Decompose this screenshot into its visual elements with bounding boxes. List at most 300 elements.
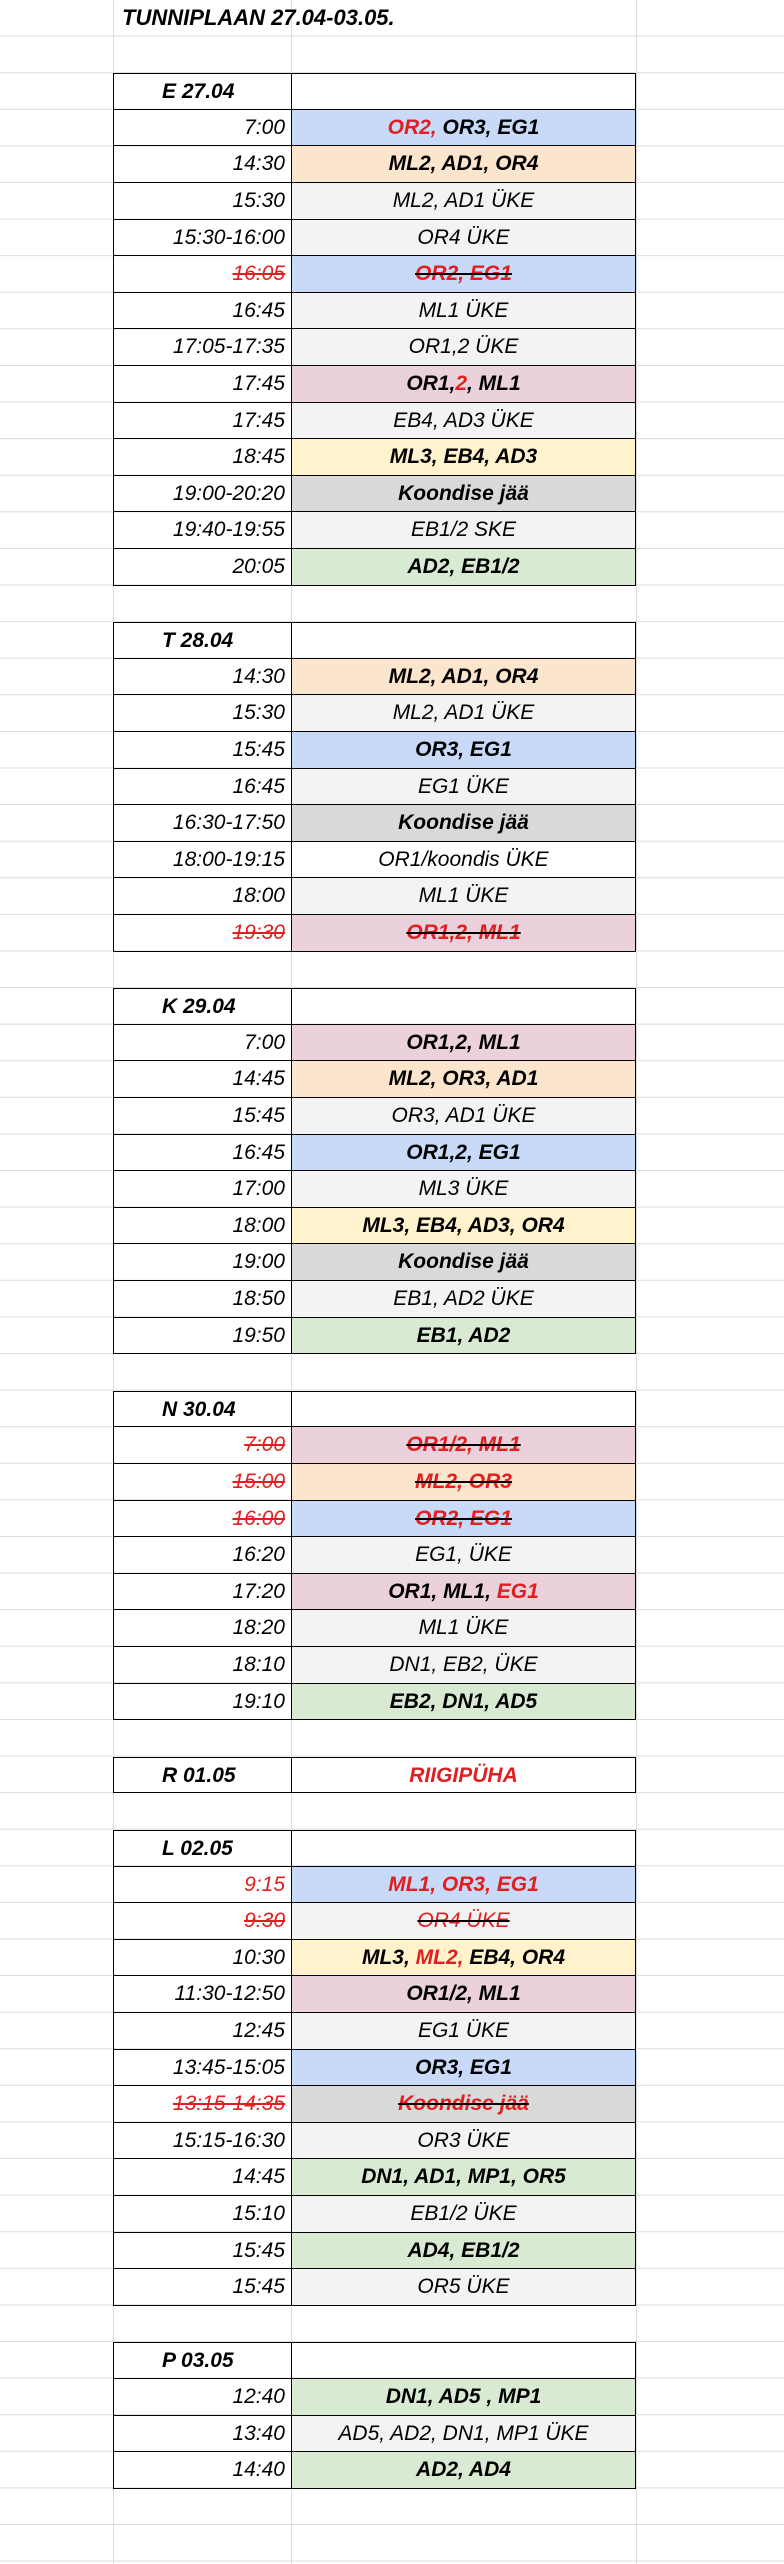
activity-cell [291,1684,636,1721]
activity-cell [291,220,636,257]
activity-cell [291,1098,636,1135]
schedule-row [0,1061,784,1098]
day-header-row [0,73,784,110]
time-text: 9:30 [244,1909,285,1933]
time-cell [113,1537,291,1574]
activity-cell [291,1574,636,1611]
time-cell [113,1061,291,1098]
day-label-cell [113,622,291,659]
time-text: 19:00 [232,1250,285,1274]
activity-text [292,183,635,218]
activity-text [292,1647,635,1682]
activity-part: ML2, OR3, AD1 [388,1067,539,1091]
activity-part: OR1/koondis ÜKE [378,847,549,871]
activity-cell [291,2269,636,2306]
activity-cell [291,2086,636,2123]
day-label: L 02.05 [162,1837,233,1860]
time-text: 18:45 [232,445,285,469]
time-text: 17:45 [232,408,285,432]
day-header-activity-cell [291,2342,636,2379]
activity-cell [291,2416,636,2453]
time-text: 16:45 [232,1140,285,1164]
schedule-row [0,1903,784,1940]
activity-part: OR1,2 ÜKE [408,335,519,359]
activity-cell [291,878,636,915]
time-text: 19:30 [232,921,285,944]
day-label-cell [113,988,291,1025]
time-text: 17:00 [232,1177,285,1201]
activity-text [292,1903,635,1938]
day-header-activity-cell [291,1391,636,1428]
activity-text [292,878,635,913]
schedule-row [0,1976,784,2013]
schedule-row [0,1574,784,1611]
schedule-row [0,1940,784,1977]
activity-text [292,403,635,438]
schedule-row [0,1501,784,1538]
activity-part: OR1/2, ML1 [406,1982,521,2006]
activity-part: AD2, EB1/2 [407,555,520,578]
activity-text [292,2416,635,2451]
schedule-row [0,769,784,806]
schedule-row [0,1171,784,1208]
time-text: 14:30 [232,152,285,176]
schedule-row [0,1318,784,1355]
activity-cell [291,146,636,183]
activity-part: OR1,2, ML1 [406,1030,521,1054]
activity-text [292,1537,635,1572]
activity-cell [291,695,636,732]
activity-text [292,366,635,401]
day-header-row [0,1830,784,1867]
day-header-row [0,2342,784,2379]
activity-text [292,2086,635,2121]
day-header-activity-cell [291,988,636,1025]
activity-part: ML3, EB4, AD3, OR4 [362,1213,565,1237]
time-text: 19:10 [232,1689,285,1713]
schedule-row [0,695,784,732]
day-label: N 30.04 [162,1397,236,1421]
activity-text [292,2123,635,2158]
activity-cell [291,805,636,842]
time-text: 10:30 [232,1945,285,1969]
activity-cell [291,2233,636,2270]
time-cell [113,1610,291,1647]
time-cell [113,2233,291,2270]
activity-cell [291,659,636,696]
schedule-row [0,293,784,330]
activity-part: 2 [455,372,468,395]
time-cell [113,1281,291,1318]
time-cell [113,915,291,952]
time-cell [113,2050,291,2087]
activity-part: Koondise jää [398,481,529,505]
schedule-row [0,146,784,183]
time-cell [113,1684,291,1721]
activity-cell [291,2452,636,2489]
time-cell [113,695,291,732]
activity-cell [291,329,636,366]
holiday-label: RIIGIPÜHA [409,1763,518,1787]
activity-part: AD4, EB1/2 [407,2238,520,2262]
activity-text [292,1464,635,1499]
schedule-row [0,2452,784,2489]
activity-text [292,256,635,291]
page-title: TUNNIPLAAN 27.04-03.05. [122,5,395,30]
activity-text [292,1976,635,2011]
activity-part: ML2, AD1 ÜKE [392,189,535,212]
activity-text [292,1025,635,1060]
time-cell [113,220,291,257]
activity-part: ML2, [415,1945,464,1969]
day-label: T 28.04 [162,629,234,653]
time-text: 9:15 [244,1872,285,1896]
time-cell [113,183,291,220]
activity-text [292,695,635,730]
activity-part: ML1 ÜKE [418,1616,509,1640]
schedule-row [0,1647,784,1684]
activity-cell [291,512,636,549]
time-text: 15:30-16:00 [172,225,285,249]
activity-text [292,2269,635,2304]
time-text: 18:20 [232,1616,285,1640]
activity-cell [291,2050,636,2087]
schedule-row [0,1025,784,1062]
time-cell [113,805,291,842]
time-cell [113,512,291,549]
time-text: 15:45 [232,738,285,761]
activity-cell [291,1318,636,1355]
time-cell [113,1171,291,1208]
time-text: 17:20 [232,1579,285,1603]
time-text: 13:40 [232,2421,285,2445]
schedule-row [0,2123,784,2160]
schedule-row [0,2013,784,2050]
activity-part: ML1 ÜKE [418,884,509,908]
activity-part: EG1 [496,1579,539,1603]
activity-part: EB4, OR4 [463,1945,566,1969]
activity-text [292,2233,635,2268]
time-text: 18:00-19:15 [172,847,285,871]
activity-part: OR3 ÜKE [417,2128,510,2152]
schedule-row [0,1684,784,1721]
activity-cell [291,1244,636,1281]
activity-cell [291,256,636,293]
activity-text [292,915,635,950]
time-cell [113,1244,291,1281]
activity-cell [291,403,636,440]
time-text: 17:45 [232,372,285,395]
schedule-row [0,805,784,842]
schedule-row [0,915,784,952]
day-header-row [0,1391,784,1428]
activity-cell [291,1976,636,2013]
activity-text [292,1281,635,1316]
time-text: 15:00 [232,1470,285,1493]
time-cell [113,1427,291,1464]
activity-part: EB1/2 ÜKE [410,2202,517,2225]
time-text: 18:00 [232,1213,285,1237]
time-cell [113,659,291,696]
activity-text [292,146,635,181]
day-header-row [0,622,784,659]
activity-cell [291,1208,636,1245]
activity-text [292,1318,635,1353]
time-text: 16:00 [232,1506,285,1530]
time-cell [113,842,291,879]
schedule-row [0,1464,784,1501]
time-cell [113,1903,291,1940]
activity-cell [291,2379,636,2416]
schedule-row [0,2196,784,2233]
activity-text [292,1208,635,1243]
activity-text [292,769,635,804]
schedule-row [0,2050,784,2087]
activity-text [292,842,635,877]
time-cell [113,2379,291,2416]
activity-part: EB4, AD3 ÜKE [393,408,534,432]
activity-part: AD5, AD2, DN1, MP1 ÜKE [338,2421,589,2445]
activity-text [292,293,635,328]
time-cell [113,732,291,769]
day-header-activity-cell [291,73,636,110]
activity-cell [291,1501,636,1538]
schedule-row [0,1537,784,1574]
activity-cell [291,915,636,952]
activity-cell [291,1610,636,1647]
day-header-row [0,988,784,1025]
schedule-row [0,842,784,879]
activity-text [292,1867,635,1902]
activity-text [292,329,635,364]
schedule-row [0,183,784,220]
schedule-row [0,878,784,915]
time-text: 15:15-16:30 [172,2128,285,2152]
time-text: 13:15-14:35 [172,2092,285,2116]
time-text: 19:40-19:55 [172,518,285,542]
activity-text [292,2159,635,2194]
day-label-cell [113,1830,291,1867]
time-cell [113,2123,291,2160]
activity-cell [291,183,636,220]
activity-text [292,732,635,767]
activity-part: DN1, AD1, MP1, OR5 [361,2165,566,2189]
activity-part: OR1, ML1, [388,1579,497,1603]
day-header-row [0,1757,784,1794]
activity-text [292,659,635,694]
schedule-row [0,366,784,403]
time-text: 14:40 [232,2458,285,2482]
time-cell [113,293,291,330]
time-text: 19:50 [232,1323,285,1347]
time-cell [113,403,291,440]
activity-part: OR3, EG1 [415,738,512,761]
activity-text [292,2013,635,2048]
activity-part: OR1,2, EG1 [406,1140,521,1164]
activity-text [292,549,635,584]
time-cell [113,366,291,403]
activity-part: OR2, EG1 [415,1506,512,1530]
activity-cell [291,1281,636,1318]
activity-cell [291,110,636,147]
activity-part: DN1, AD5 , MP1 [385,2385,542,2408]
schedule-row [0,1135,784,1172]
activity-part: EG1 ÜKE [417,2019,510,2042]
activity-text [292,805,635,840]
activity-part: , ML1 [467,372,521,395]
time-cell [113,1976,291,2013]
day-header-activity-cell [291,622,636,659]
activity-part: ML2, AD1, OR4 [388,664,539,688]
schedule-row [0,476,784,513]
time-text: 12:45 [232,2019,285,2042]
day-label-cell [113,2342,291,2379]
day-label: P 03.05 [162,2349,234,2373]
activity-cell [291,2196,636,2233]
time-cell [113,1208,291,1245]
activity-cell [291,732,636,769]
day-label: R 01.05 [162,1763,236,1787]
time-cell [113,549,291,586]
activity-text [292,476,635,511]
activity-text [292,1171,635,1206]
activity-cell [291,1061,636,1098]
schedule-row [0,1610,784,1647]
time-cell [113,2452,291,2489]
time-cell [113,1025,291,1062]
time-cell [113,1318,291,1355]
schedule-row [0,732,784,769]
activity-cell [291,366,636,403]
time-text: 13:45-15:05 [172,2055,285,2079]
activity-part: AD2, AD4 [416,2458,511,2482]
activity-part: DN1, EB2, ÜKE [389,1653,538,1676]
time-text: 14:30 [232,664,285,688]
activity-text [292,220,635,255]
schedule-row [0,110,784,147]
activity-part: ML1 ÜKE [418,298,509,322]
activity-text [292,439,635,474]
time-text: 16:45 [232,774,285,798]
activity-part: EB1/2 SKE [410,518,517,542]
activity-part: ML2, AD1 ÜKE [392,701,535,725]
activity-cell [291,769,636,806]
activity-text [292,1098,635,1133]
activity-text [292,2050,635,2085]
activity-part: EG1, ÜKE [415,1543,512,1567]
time-cell [113,1464,291,1501]
time-cell [113,2086,291,2123]
activity-text [292,110,635,145]
day-label-cell [113,73,291,110]
title-row [0,0,784,37]
time-cell [113,769,291,806]
time-text: 11:30-12:50 [174,1982,285,2006]
schedule-row [0,2086,784,2123]
activity-part: ML3, [361,1945,416,1969]
time-text: 15:10 [232,2202,285,2225]
time-cell [113,1135,291,1172]
activity-text [292,1135,635,1170]
schedule-row [0,403,784,440]
activity-part: ML2, AD1, OR4 [388,152,539,176]
time-cell [113,2416,291,2453]
activity-part: OR4 ÜKE [417,225,510,249]
time-text: 7:00 [244,1433,285,1457]
activity-text [292,2379,635,2414]
activity-cell [291,1025,636,1062]
time-text: 12:40 [232,2385,285,2408]
activity-part: OR3, AD1 ÜKE [391,1104,536,1127]
activity-part: OR3, EG1 [442,115,540,139]
time-cell [113,110,291,147]
time-text: 18:50 [232,1287,285,1310]
time-text: 15:30 [232,189,285,212]
activity-part: OR1, [406,372,456,395]
time-text: 16:30-17:50 [172,811,285,835]
activity-text [292,512,635,547]
activity-cell [291,476,636,513]
schedule-row [0,439,784,476]
schedule-row [0,1281,784,1318]
time-cell [113,1098,291,1135]
activity-cell [291,1135,636,1172]
activity-cell [291,439,636,476]
day-label: E 27.04 [162,80,235,104]
activity-part: ML2, OR3 [415,1470,512,1493]
time-text: 16:05 [232,262,285,286]
activity-cell [291,1940,636,1977]
activity-part: ML3, EB4, AD3 [389,445,538,469]
activity-text [292,1061,635,1096]
schedule-row [0,2269,784,2306]
time-cell [113,2269,291,2306]
time-text: 18:10 [232,1653,285,1676]
activity-text [292,1940,635,1975]
time-cell [113,1574,291,1611]
time-cell [113,878,291,915]
schedule-row [0,512,784,549]
schedule-row [0,1867,784,1904]
time-cell [113,2159,291,2196]
schedule-row [0,1098,784,1135]
activity-text [292,1574,635,1609]
time-text: 7:00 [244,1030,285,1054]
time-text: 16:45 [232,298,285,322]
activity-cell [291,549,636,586]
schedule-row [0,329,784,366]
activity-cell [291,1537,636,1574]
activity-cell [291,842,636,879]
schedule-row [0,2233,784,2270]
time-text: 15:45 [232,1104,285,1127]
time-text: 18:00 [232,884,285,908]
time-text: 20:05 [232,555,285,578]
activity-cell [291,1171,636,1208]
activity-text [292,1610,635,1645]
time-text: 15:30 [232,701,285,725]
schedule-row [0,2159,784,2196]
activity-part: OR2, [387,115,443,139]
activity-part: ML1, OR3, EG1 [388,1872,539,1896]
schedule-row [0,2379,784,2416]
time-cell [113,1940,291,1977]
activity-part: Koondise jää [398,2092,529,2116]
time-text: 16:20 [232,1543,285,1567]
schedule-row [0,220,784,257]
activity-part: OR2, EG1 [415,262,512,286]
schedule-row [0,256,784,293]
